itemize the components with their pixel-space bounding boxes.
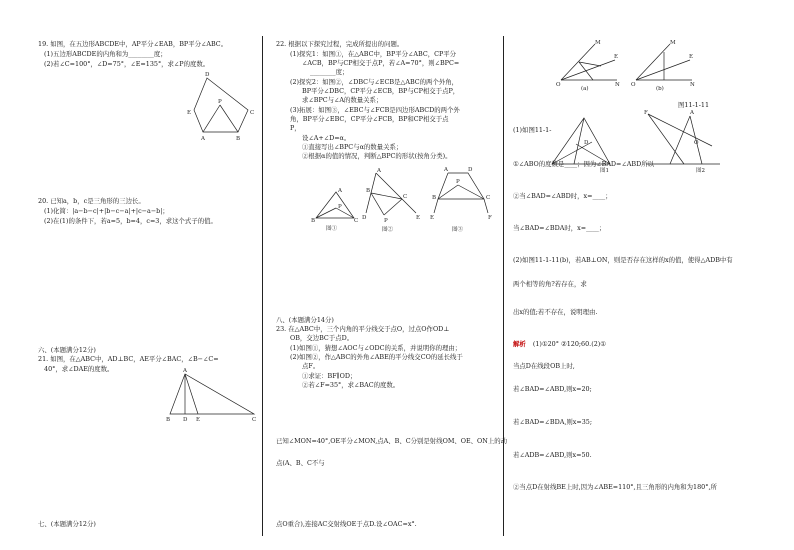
part1-q2-b: 当∠BAD=∠BDA时，x=____； bbox=[513, 224, 606, 232]
segment-BP bbox=[316, 208, 336, 218]
label-C: C bbox=[354, 218, 359, 224]
label-D: D bbox=[205, 72, 210, 78]
answer-line bbox=[513, 340, 606, 349]
column-divider-right bbox=[503, 36, 504, 536]
label-A: A bbox=[338, 188, 342, 194]
label-M: M bbox=[595, 40, 601, 46]
caption-fig1: 图① bbox=[326, 226, 338, 232]
section-6-heading: 六、(本题满分12分) bbox=[38, 346, 96, 354]
q23-line-7: ②若∠F=35°，求∠BAC的度数。 bbox=[302, 381, 400, 389]
pentagon-outline bbox=[194, 78, 248, 132]
part1-q1: ①∠ABO的度数是____；因为∠BAD=∠ABD所以 bbox=[513, 160, 654, 168]
answer-text: (1)①20° ②120;60.(2)① bbox=[532, 340, 606, 348]
part2-line-2: 两个相等的角?若存在，求 bbox=[513, 280, 587, 288]
q22-line-11: 设∠A+∠D=α。 bbox=[302, 134, 351, 142]
label-A: A bbox=[201, 136, 205, 142]
extra-line-2: 点(A、B、C不与 bbox=[276, 459, 325, 467]
ray-OM bbox=[636, 44, 670, 80]
label-C: C bbox=[486, 195, 491, 201]
column-divider-left bbox=[262, 36, 263, 536]
label-E: E bbox=[187, 110, 192, 116]
q22-line-7: 求∠BPC与∠A的数量关系； bbox=[302, 96, 383, 104]
figure-22-1 bbox=[311, 186, 359, 232]
triangle-ABC bbox=[316, 192, 354, 218]
q22-line-2: (1)探究1：如图①，在△ABC中，BP平分∠ABC，CP平分 bbox=[290, 50, 457, 58]
figure-11-1-11b bbox=[630, 38, 695, 92]
label-F: F bbox=[644, 110, 648, 116]
label-B: B bbox=[311, 218, 316, 224]
q22-line-5: (2)探究2：如图②，∠DBC与∠ECB是△ABC的两个外角， bbox=[290, 78, 459, 86]
segment-AB bbox=[579, 62, 601, 66]
label-E: E bbox=[689, 54, 694, 60]
label-A: A bbox=[444, 167, 448, 173]
segment-AC bbox=[579, 62, 593, 80]
label-A: A bbox=[183, 368, 187, 374]
solution-line-4: 若∠ADB=∠ABD,则x=50. bbox=[513, 451, 592, 459]
part2-line-3: 出x的值;若不存在，说明理由. bbox=[513, 308, 598, 316]
q23-line-3: (1)如图①，猜想∠AOC与∠ODC的关系，并说明你的理由； bbox=[290, 344, 462, 352]
label-D: D bbox=[468, 167, 473, 173]
label-B: B bbox=[366, 188, 371, 194]
figure-11-1-11a bbox=[555, 38, 620, 92]
q21-line-2: 40°，求∠DAE的度数。 bbox=[44, 365, 114, 373]
section-7-heading: 七、(本题满分12分) bbox=[38, 520, 96, 528]
q22-line-4: ________度； bbox=[310, 68, 349, 76]
solution-line-1: 当点D在线段OB上时, bbox=[513, 362, 575, 370]
q23-line-1: 23. 在△ABC中，三个内角的平分线交于点O，过点O作OD⊥ bbox=[276, 325, 450, 333]
segment-CP bbox=[384, 199, 402, 215]
label-F: F bbox=[488, 215, 492, 221]
outline bbox=[648, 114, 684, 164]
ray-OE bbox=[636, 60, 690, 80]
label-A: A bbox=[690, 110, 694, 116]
label-N: N bbox=[690, 82, 695, 88]
q22-line-8: (3)拓展：如图③，∠EBC与∠FCB是四边形ABCD的两个外 bbox=[290, 106, 460, 114]
triangle-ABC bbox=[170, 374, 254, 414]
caption-fig2: 图2 bbox=[696, 168, 705, 174]
segment-BP bbox=[371, 193, 384, 215]
triangle-outline bbox=[552, 118, 610, 164]
figure-21-triangle bbox=[166, 368, 260, 424]
q22-line-6: BP平分∠DBC，CP平分∠ECB，BP与CP相交于点P， bbox=[302, 87, 460, 95]
segment-BE bbox=[434, 199, 438, 213]
segment-1 bbox=[648, 114, 712, 146]
q20-line-1: 20. 已知a，b，c是三角形的三边长。 bbox=[38, 197, 145, 205]
ray-AE bbox=[376, 173, 416, 213]
caption-a: (a) bbox=[581, 86, 589, 92]
q22-line-12: ①直接写出∠BPC与α的数量关系； bbox=[302, 143, 403, 151]
segment-BP bbox=[220, 105, 238, 132]
label-P: P bbox=[384, 218, 388, 224]
label-E: E bbox=[614, 54, 619, 60]
q23-line-5: 点F。 bbox=[302, 362, 320, 370]
label-O: O bbox=[631, 82, 636, 88]
solution-line-5: ②当点D在射线BE上时,因为∠ABE=110°,且三角形的内角和为180°,所 bbox=[513, 483, 717, 491]
label-P: P bbox=[338, 204, 342, 210]
segment-CF bbox=[484, 199, 488, 213]
label-M: M bbox=[670, 40, 676, 46]
caption-fig2: 图② bbox=[382, 227, 394, 233]
q19-line-1: 19. 如图，在五边形ABCDE中，AP平分∠EAB，BP平分∠ABC。 bbox=[38, 40, 228, 48]
extra-line-3: 点O重合),连接AC交射线OE于点D.设∠OAC=x°. bbox=[276, 520, 417, 528]
label-C: C bbox=[250, 110, 255, 116]
label-B: B bbox=[432, 195, 437, 201]
part1-intro: (1)如图11-1- bbox=[513, 126, 552, 134]
label-E: E bbox=[416, 215, 421, 221]
label-D: D bbox=[584, 140, 589, 146]
q22-line-1: 22. 根据以下探究过程，完成所提出的问题。 bbox=[276, 40, 404, 48]
figure-22-3 bbox=[430, 165, 494, 233]
label-B: B bbox=[166, 417, 171, 423]
label-D: D bbox=[362, 215, 367, 221]
label-E: E bbox=[430, 215, 435, 221]
label-O: O bbox=[694, 140, 699, 146]
answer-label: 解析 bbox=[513, 340, 526, 348]
label-P: P bbox=[456, 179, 460, 185]
segment-2 bbox=[670, 116, 690, 164]
q22-line-9: 角，BP平分∠EBC，CP平分∠FCB，BP和CP相交于点 bbox=[290, 115, 449, 123]
solution-line-2: 若∠BAD=∠ABD,则x=20; bbox=[513, 385, 592, 393]
q20-line-2: (1)化简：|a−b−c|+|b−c−a|+|c−a−b|； bbox=[44, 207, 169, 215]
label-O: O bbox=[556, 82, 561, 88]
label-B: B bbox=[236, 136, 241, 142]
solution-line-3: 若∠BAD=∠BDA,则x=35; bbox=[513, 418, 592, 426]
figure-caption: 图11-1-11 bbox=[678, 101, 710, 109]
label-C: C bbox=[252, 417, 257, 423]
q23-line-2: OB，交边BC于点D。 bbox=[290, 334, 354, 342]
part1-q2-a: ②当∠BAD=∠ABD时，x=____； bbox=[513, 192, 612, 200]
ray-OM bbox=[561, 44, 595, 80]
q22-line-10: P， bbox=[290, 124, 301, 132]
label-P: P bbox=[218, 99, 222, 105]
q19-line-2: (1)五边形ABCDE的内角和为________度； bbox=[44, 50, 167, 58]
label-A: A bbox=[377, 168, 381, 174]
q20-line-3: (2)在(1)的条件下，若a=5，b=4，c=3，求这个式子的值。 bbox=[44, 217, 217, 225]
q22-line-13: ②根据α的值的情况，判断△BPC的形状(按角分类)。 bbox=[302, 152, 452, 160]
caption-fig1: 图1 bbox=[600, 168, 609, 174]
figure-22-2 bbox=[362, 165, 422, 233]
extra-line-1: 已知∠MON=40°,OE平分∠MON,点A、B、C分别是射线OM、OE、ON上的动 bbox=[276, 437, 508, 445]
section-8-heading: 八、(本题满分14分) bbox=[276, 316, 334, 324]
q21-line-1: 21. 如图，在△ABC中，AD⊥BC，AE平分∠BAC，∠B−∠C= bbox=[38, 355, 219, 363]
q22-line-3: ∠ACB，BP与CP相交于点P，若∠A=70°，则∠BPC= bbox=[302, 59, 460, 67]
q23-line-6: ①求证：BF∥OD； bbox=[302, 372, 357, 380]
q23-line-4: (2)如图②，作△ABC的外角∠ABE的平分线交CO的延长线于 bbox=[290, 353, 463, 361]
label-D: D bbox=[183, 417, 188, 423]
segment-AP bbox=[203, 105, 220, 132]
part2-line-1: (2)如图11-1-11(b)，若AB⊥ON，则是否存在这样的x的值，使得△ADB中有 bbox=[513, 256, 733, 264]
caption-fig3: 图③ bbox=[452, 227, 464, 233]
q19-line-3: (2)若∠C=100°，∠D=75°，∠E=135°，求∠P的度数。 bbox=[44, 60, 210, 68]
caption-b: (b) bbox=[656, 86, 664, 92]
label-N: N bbox=[615, 82, 620, 88]
label-E: E bbox=[196, 417, 201, 423]
segment-AE bbox=[185, 374, 198, 414]
figure-19-pentagon bbox=[187, 72, 260, 144]
label-C: C bbox=[403, 194, 408, 200]
ray-OE bbox=[561, 60, 615, 80]
